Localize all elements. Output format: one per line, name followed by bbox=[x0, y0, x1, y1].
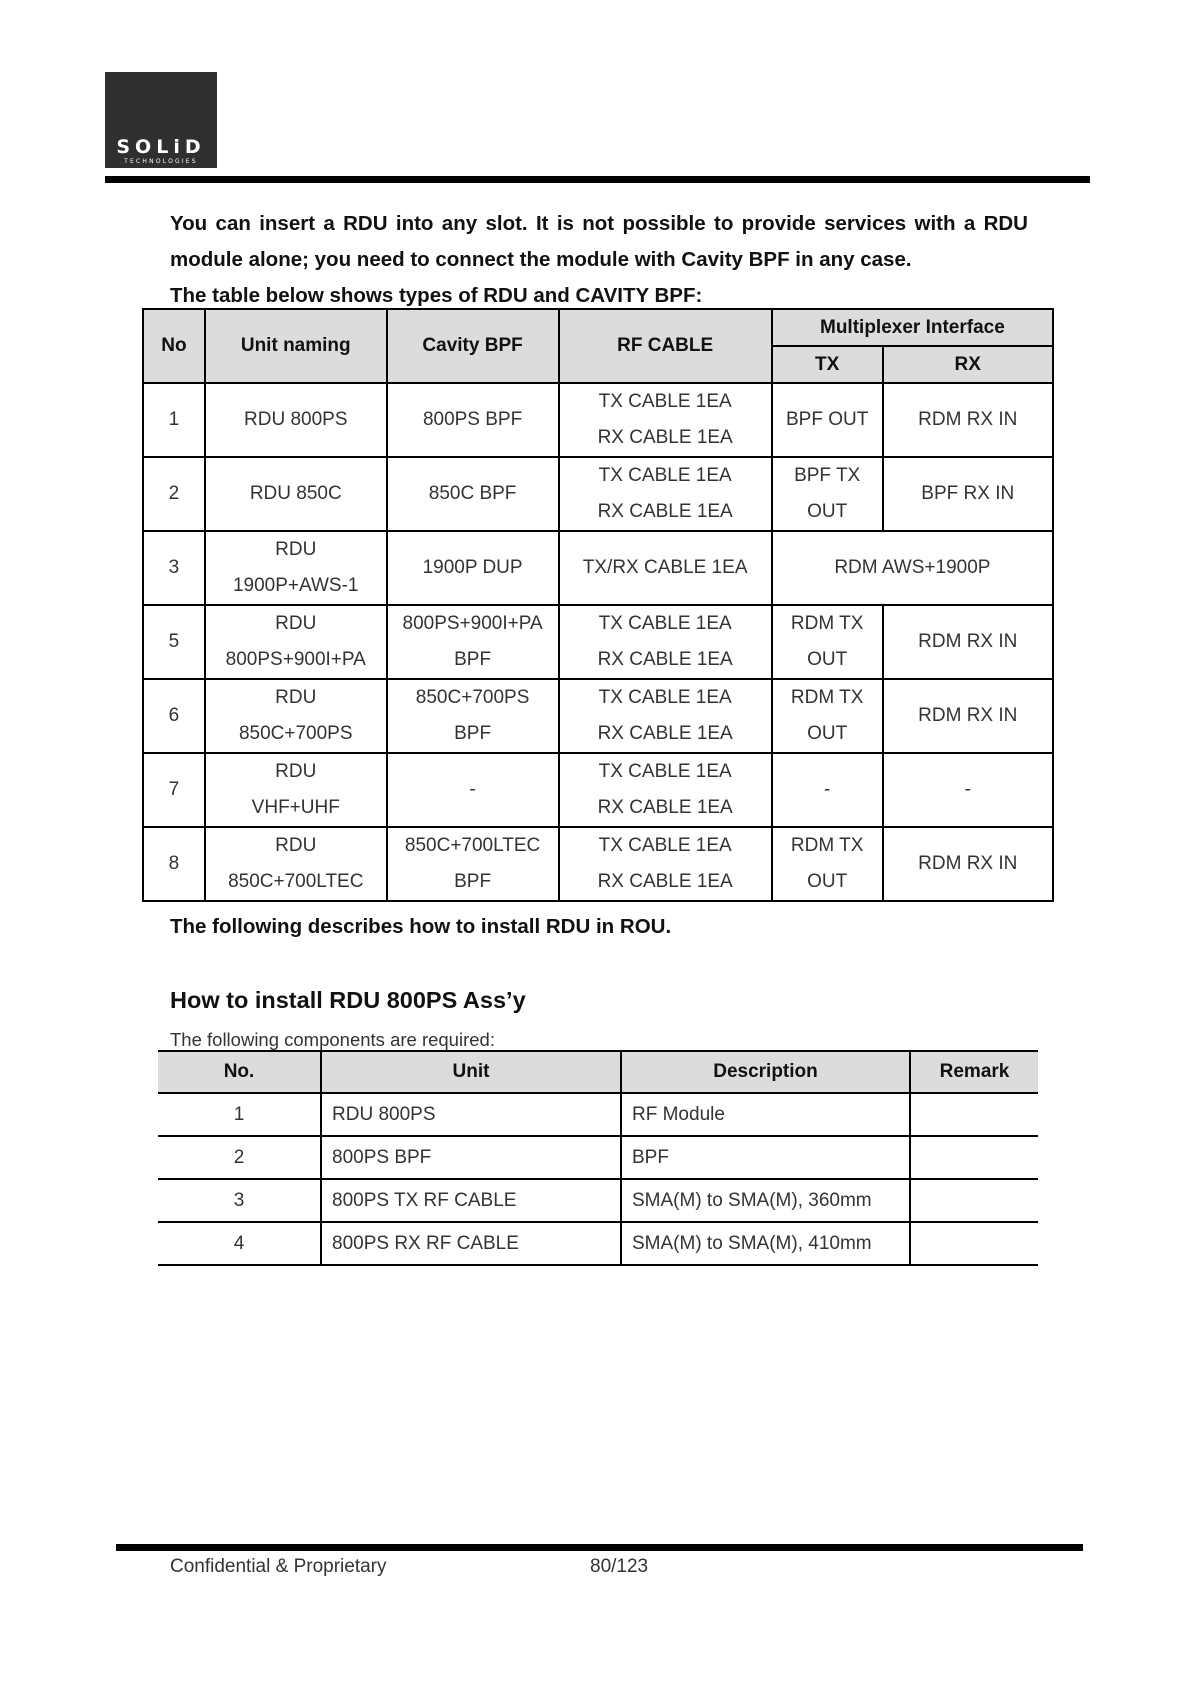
rdu-mux-rx bbox=[883, 383, 1053, 457]
rdu-mux-merged bbox=[772, 531, 1053, 605]
rdu-mux-tx-line: - bbox=[823, 779, 831, 800]
component-unit-line: 800PS RX RF CABLE bbox=[332, 1232, 519, 1254]
rdu-mux-tx bbox=[772, 605, 883, 679]
rdu-rf-cable-line: TX CABLE 1EA bbox=[598, 391, 732, 412]
component-unit bbox=[321, 1222, 621, 1265]
header-cavity-bpf: Cavity BPF bbox=[387, 309, 559, 383]
rdu-cavity-bpf-line: BPF bbox=[454, 723, 492, 744]
rdu-mux-rx-line: RDM RX IN bbox=[918, 631, 1018, 652]
rdu-unit-naming-line: RDU bbox=[275, 539, 317, 560]
rdu-rf-cable-line: TX CABLE 1EA bbox=[598, 613, 732, 634]
rdu-cavity-bpf-line: BPF bbox=[454, 871, 492, 892]
header-rx: RX bbox=[883, 346, 1053, 383]
rdu-no-line: 2 bbox=[168, 483, 180, 504]
component-no-line: 3 bbox=[233, 1189, 245, 1211]
rdu-unit-naming bbox=[205, 457, 387, 531]
rdu-cavity-bpf-line: 800PS+900I+PA bbox=[402, 613, 543, 634]
rdu-unit-naming bbox=[205, 679, 387, 753]
rdu-cavity-bpf bbox=[387, 457, 559, 531]
component-row bbox=[158, 1222, 1038, 1265]
rdu-mux-rx bbox=[883, 827, 1053, 901]
comp-header-description: Description bbox=[621, 1051, 910, 1093]
component-unit-line: RDU 800PS bbox=[332, 1103, 436, 1125]
component-remark bbox=[910, 1222, 1038, 1265]
component-unit bbox=[321, 1093, 621, 1136]
component-unit-line: 800PS TX RF CABLE bbox=[332, 1189, 517, 1211]
rdu-unit-naming bbox=[205, 531, 387, 605]
rdu-unit-naming-line: 850C+700LTEC bbox=[228, 871, 364, 892]
rdu-cavity-bpf-line: - bbox=[469, 779, 476, 800]
rdu-unit-naming-line: RDU 800PS bbox=[244, 409, 348, 430]
logo-tagline: TECHNOLOGIES bbox=[124, 158, 198, 165]
rdu-row bbox=[143, 531, 1053, 605]
component-description-line: SMA(M) to SMA(M), 360mm bbox=[632, 1189, 872, 1211]
header-multiplexer-interface: Multiplexer Interface bbox=[772, 309, 1053, 346]
component-remark bbox=[910, 1093, 1038, 1136]
rdu-rf-cable-line: TX CABLE 1EA bbox=[598, 761, 732, 782]
rdu-no-line: 3 bbox=[168, 557, 180, 578]
component-description bbox=[621, 1179, 910, 1222]
rdu-mux-tx-line: RDM TX bbox=[790, 835, 864, 856]
component-remark bbox=[910, 1136, 1038, 1179]
rdu-mux-tx-line: RDM TX bbox=[790, 613, 864, 634]
rdu-rf-cable bbox=[559, 753, 772, 827]
rdu-cavity-bpf bbox=[387, 531, 559, 605]
rdu-rf-cable-line: RX CABLE 1EA bbox=[597, 723, 733, 744]
table-intro: The table below shows types of RDU and CAVITY BPF: bbox=[170, 284, 703, 307]
comp-header-unit: Unit bbox=[321, 1051, 621, 1093]
rdu-no bbox=[143, 457, 205, 531]
rdu-mux-tx-line: OUT bbox=[807, 649, 848, 670]
page-number: 80/123 bbox=[590, 1556, 649, 1577]
rdu-unit-naming bbox=[205, 827, 387, 901]
rdu-unit-naming-line: RDU bbox=[275, 835, 317, 856]
component-description-line: BPF bbox=[632, 1146, 669, 1168]
component-no bbox=[158, 1179, 321, 1222]
rdu-no-line: 5 bbox=[168, 631, 180, 652]
rdu-no-line: 6 bbox=[168, 705, 180, 726]
rdu-mux-rx bbox=[883, 457, 1053, 531]
rdu-mux-tx-line: BPF TX bbox=[794, 465, 861, 486]
rdu-cavity-bpf bbox=[387, 679, 559, 753]
section-title: How to install RDU 800PS Ass’y bbox=[170, 987, 526, 1013]
rdu-unit-naming-line: RDU bbox=[275, 687, 317, 708]
rdu-rf-cable-line: RX CABLE 1EA bbox=[597, 871, 733, 892]
rdu-row bbox=[143, 457, 1053, 531]
rdu-rf-cable bbox=[559, 827, 772, 901]
rdu-rf-cable bbox=[559, 383, 772, 457]
component-unit bbox=[321, 1179, 621, 1222]
component-row bbox=[158, 1136, 1038, 1179]
rdu-mux-merged-line: RDM AWS+1900P bbox=[834, 557, 991, 578]
rdu-mux-rx-line: RDM RX IN bbox=[918, 409, 1018, 430]
component-no bbox=[158, 1136, 321, 1179]
rdu-unit-naming-line: 800PS+900I+PA bbox=[225, 649, 366, 670]
component-unit-line: 800PS BPF bbox=[332, 1146, 432, 1168]
rdu-mux-tx-line: OUT bbox=[807, 723, 848, 744]
rdu-row bbox=[143, 753, 1053, 827]
rdu-unit-naming-line: 850C+700PS bbox=[238, 723, 353, 744]
component-description-line: RF Module bbox=[632, 1103, 725, 1125]
rdu-no-line: 8 bbox=[168, 853, 180, 874]
rdu-rf-cable-line: RX CABLE 1EA bbox=[597, 649, 733, 670]
rdu-unit-naming-line: RDU 850C bbox=[249, 483, 342, 504]
rdu-cavity-bpf-line: 1900P DUP bbox=[422, 557, 523, 578]
rdu-unit-naming-line: RDU bbox=[275, 761, 317, 782]
component-row bbox=[158, 1093, 1038, 1136]
rdu-no-line: 7 bbox=[168, 779, 180, 800]
header-tx: TX bbox=[772, 346, 883, 383]
rdu-no bbox=[143, 753, 205, 827]
rdu-unit-naming-line: VHF+UHF bbox=[251, 797, 340, 818]
rdu-cavity-bpf-line: BPF bbox=[454, 649, 492, 670]
rdu-mux-tx-line: OUT bbox=[807, 871, 848, 892]
company-logo bbox=[105, 72, 217, 168]
rdu-mux-tx bbox=[772, 383, 883, 457]
rdu-rf-cable-line: TX CABLE 1EA bbox=[598, 687, 732, 708]
rdu-mux-rx-line: - bbox=[964, 779, 971, 800]
intro-paragraph: You can insert a RDU into any slot. It is not possible to provide services with a RDU module alone; you need to connect the module with Cavity BPF in any case. bbox=[170, 212, 1028, 271]
rdu-mux-tx-line: BPF OUT bbox=[785, 409, 869, 430]
rdu-mux-tx bbox=[772, 679, 883, 753]
rdu-no bbox=[143, 531, 205, 605]
rdu-rf-cable-line: RX CABLE 1EA bbox=[597, 797, 733, 818]
comp-header-remark: Remark bbox=[910, 1051, 1038, 1093]
component-no-line: 1 bbox=[233, 1103, 245, 1125]
component-description-line: SMA(M) to SMA(M), 410mm bbox=[632, 1232, 872, 1254]
component-unit bbox=[321, 1136, 621, 1179]
header-no: No bbox=[143, 309, 205, 383]
rdu-cavity-bpf bbox=[387, 383, 559, 457]
rdu-mux-rx-line: RDM RX IN bbox=[918, 853, 1018, 874]
header-unit-naming: Unit naming bbox=[205, 309, 387, 383]
component-no-line: 4 bbox=[233, 1232, 245, 1254]
rdu-mux-rx bbox=[883, 679, 1053, 753]
rdu-cavity-bpf-line: 800PS BPF bbox=[422, 409, 523, 430]
rdu-row bbox=[143, 827, 1053, 901]
rdu-mux-tx-line: RDM TX bbox=[790, 687, 864, 708]
component-remark bbox=[910, 1179, 1038, 1222]
rdu-unit-naming bbox=[205, 383, 387, 457]
rdu-cavity-bpf bbox=[387, 753, 559, 827]
rdu-rf-cable-line: RX CABLE 1EA bbox=[597, 501, 733, 522]
rdu-row bbox=[143, 383, 1053, 457]
rdu-rf-cable-line: TX/RX CABLE 1EA bbox=[582, 557, 748, 578]
rdu-cavity-bpf bbox=[387, 605, 559, 679]
rdu-rf-cable-line: RX CABLE 1EA bbox=[597, 427, 733, 448]
rdu-cavity-bpf bbox=[387, 827, 559, 901]
rdu-no bbox=[143, 383, 205, 457]
rdu-unit-naming-line: RDU bbox=[275, 613, 317, 634]
rdu-types-table bbox=[142, 308, 1054, 902]
rdu-no bbox=[143, 827, 205, 901]
rdu-mux-tx-line: OUT bbox=[807, 501, 848, 522]
footer-confidential: Confidential & Proprietary bbox=[170, 1556, 387, 1577]
rdu-rf-cable bbox=[559, 679, 772, 753]
component-no bbox=[158, 1222, 321, 1265]
logo-brand: SOLiD bbox=[116, 136, 206, 158]
install-intro: The following describes how to install RDU in ROU. bbox=[170, 915, 672, 938]
rdu-no bbox=[143, 605, 205, 679]
required-components-label: The following components are required: bbox=[170, 1029, 495, 1050]
component-no bbox=[158, 1093, 321, 1136]
rdu-cavity-bpf-line: 850C+700LTEC bbox=[404, 835, 541, 856]
rdu-mux-rx bbox=[883, 753, 1053, 827]
rdu-mux-tx bbox=[772, 753, 883, 827]
rdu-row bbox=[143, 679, 1053, 753]
rdu-no bbox=[143, 679, 205, 753]
component-row bbox=[158, 1179, 1038, 1222]
rdu-rf-cable-line: TX CABLE 1EA bbox=[598, 465, 732, 486]
component-no-line: 2 bbox=[233, 1146, 245, 1168]
comp-header-no: No. bbox=[158, 1051, 321, 1093]
rdu-mux-rx bbox=[883, 605, 1053, 679]
rdu-rf-cable bbox=[559, 531, 772, 605]
footer-rule bbox=[116, 1544, 1083, 1551]
rdu-mux-tx bbox=[772, 457, 883, 531]
header-rf-cable: RF CABLE bbox=[559, 309, 772, 383]
rdu-unit-naming bbox=[205, 753, 387, 827]
components-table bbox=[158, 1050, 1038, 1266]
rdu-rf-cable bbox=[559, 457, 772, 531]
rdu-cavity-bpf-line: 850C+700PS bbox=[415, 687, 530, 708]
header-rule bbox=[105, 176, 1090, 183]
rdu-cavity-bpf-line: 850C BPF bbox=[428, 483, 517, 504]
rdu-mux-rx-line: RDM RX IN bbox=[918, 705, 1018, 726]
rdu-mux-rx-line: BPF RX IN bbox=[921, 483, 1015, 504]
rdu-mux-tx bbox=[772, 827, 883, 901]
rdu-no-line: 1 bbox=[168, 409, 180, 430]
rdu-unit-naming bbox=[205, 605, 387, 679]
component-description bbox=[621, 1222, 910, 1265]
component-description bbox=[621, 1093, 910, 1136]
rdu-row bbox=[143, 605, 1053, 679]
rdu-unit-naming-line: 1900P+AWS-1 bbox=[232, 575, 359, 596]
rdu-rf-cable bbox=[559, 605, 772, 679]
component-description bbox=[621, 1136, 910, 1179]
rdu-rf-cable-line: TX CABLE 1EA bbox=[598, 835, 732, 856]
